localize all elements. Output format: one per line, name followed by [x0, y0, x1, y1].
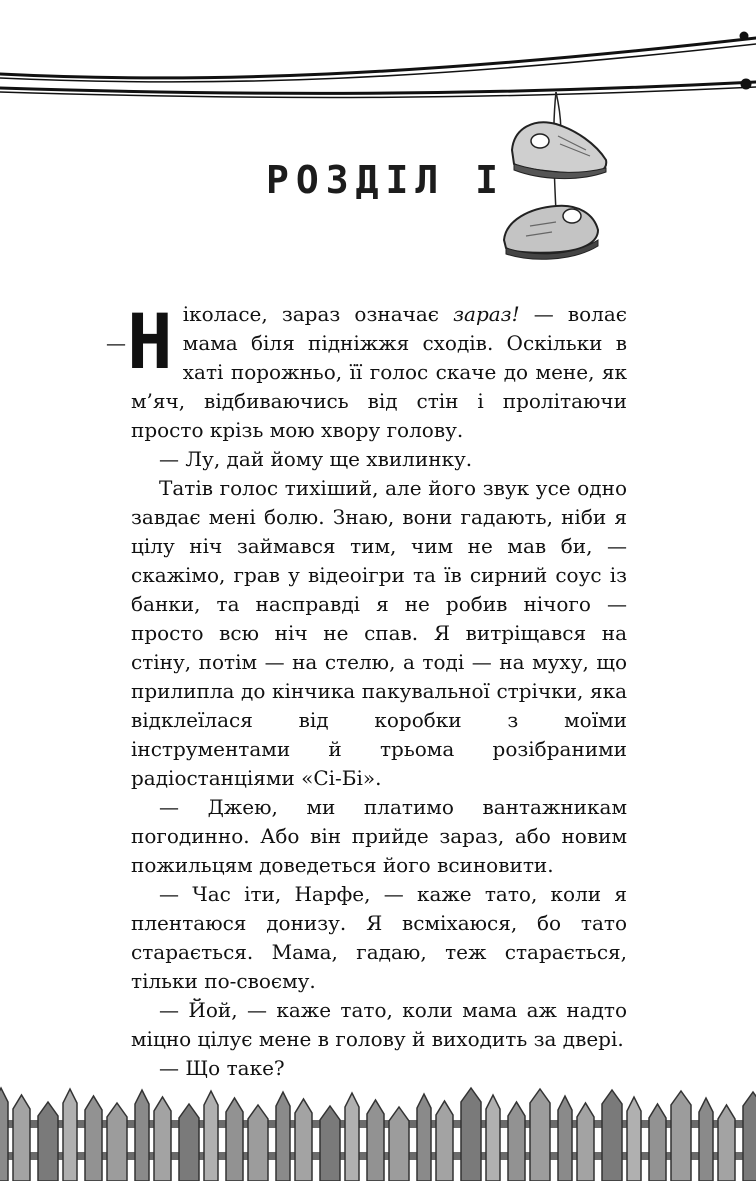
- emphasized-word: зараз!: [453, 302, 520, 326]
- fence-picket: [135, 1090, 149, 1181]
- fence-picket: [226, 1098, 243, 1181]
- fence-picket: [154, 1097, 171, 1181]
- fence-picket: [602, 1090, 622, 1181]
- paragraph: Татів голос тихіший, але його звук усе одно завдає мені болю. Знаю, вони гадають, ніби я цілу ніч займався тим, чим не мав би, — скажімо, грав у відеоігри та їв сирний соус із банки, та насправді я не робив нічого — просто всю ніч не спав. Я витріщався на стіну, потім — на стелю, а тоді — на муху, що прилипла до кінчика пакувальної стрічки, яка відклеїлася від коробки з моїми інструментами й трьома розібраними радіостанціями «Сі-Бі».: [131, 476, 627, 790]
- paragraph: — Джею, ми платимо вантажникам погодинно. Або він прийде зараз, або новим пожильцям доведеться його всиновити.: [131, 795, 627, 877]
- fence-picket: [85, 1096, 102, 1181]
- fence-picket: [671, 1091, 691, 1181]
- fence-picket: [0, 1088, 8, 1181]
- fence-picket: [649, 1104, 666, 1181]
- fence-picket: [13, 1095, 30, 1181]
- hanging-sneaker-top: [512, 122, 606, 178]
- fence-picket: [276, 1092, 290, 1181]
- fence-picket: [320, 1106, 340, 1181]
- fence-picket: [508, 1102, 525, 1181]
- fence-pickets: [0, 1088, 756, 1181]
- fence-picket: [718, 1105, 735, 1181]
- fence-picket: [530, 1089, 550, 1181]
- fence-picket: [63, 1089, 77, 1181]
- power-lines-with-sneakers-illustration: [0, 0, 756, 280]
- fence-picket: [389, 1107, 409, 1181]
- fence-picket: [38, 1102, 58, 1181]
- paragraph: — Йой, — каже тато, коли мама аж надто міцно цілує мене в голову й виходить за двері.: [131, 998, 627, 1051]
- fence-picket: [179, 1104, 199, 1181]
- paragraph: — Лу, дай йому ще хвилинку.: [159, 447, 473, 471]
- opening-paragraph: [127, 297, 627, 445]
- paragraph: — Час іти, Нарфе, — каже тато, коли я плентаюся донизу. Я всміхаюся, бо тато старається. Мама, гадаю, теж старається, тільки по-своєму.: [131, 882, 627, 993]
- fence-picket: [248, 1105, 268, 1181]
- opening-text-end: — волає мама біля підніжжя сходів. Оскільки в хаті порожньо, її голос скаче до мене, як м’яч, відбиваючись від стін і пролітаючи просто крізь мою хвору голову.: [131, 302, 627, 442]
- hanging-sneaker-bottom: [504, 206, 598, 260]
- fence-picket: [436, 1101, 453, 1181]
- chapter-body: [127, 297, 627, 1083]
- paragraph: — Що таке?: [159, 1056, 285, 1080]
- fence-picket: [486, 1095, 500, 1181]
- fence-picket: [367, 1100, 384, 1181]
- power-lines: [0, 32, 756, 97]
- opening-dash: —: [106, 331, 126, 355]
- fence-picket: [461, 1088, 481, 1181]
- drop-cap: Н: [127, 297, 173, 386]
- fence-picket: [345, 1093, 359, 1181]
- fence-picket: [627, 1097, 641, 1181]
- fence-picket: [417, 1094, 431, 1181]
- fence-picket: [204, 1091, 218, 1181]
- fence-picket: [577, 1103, 594, 1181]
- picket-fence-illustration: [0, 1080, 756, 1181]
- fence-picket: [295, 1099, 312, 1181]
- fence-picket: [107, 1103, 127, 1181]
- chapter-title: РОЗДІЛ І: [266, 158, 506, 202]
- fence-picket: [558, 1096, 572, 1181]
- fence-picket: [743, 1092, 756, 1181]
- fence-picket: [699, 1098, 713, 1181]
- opening-text-start: іколасе, зараз означає: [182, 302, 454, 326]
